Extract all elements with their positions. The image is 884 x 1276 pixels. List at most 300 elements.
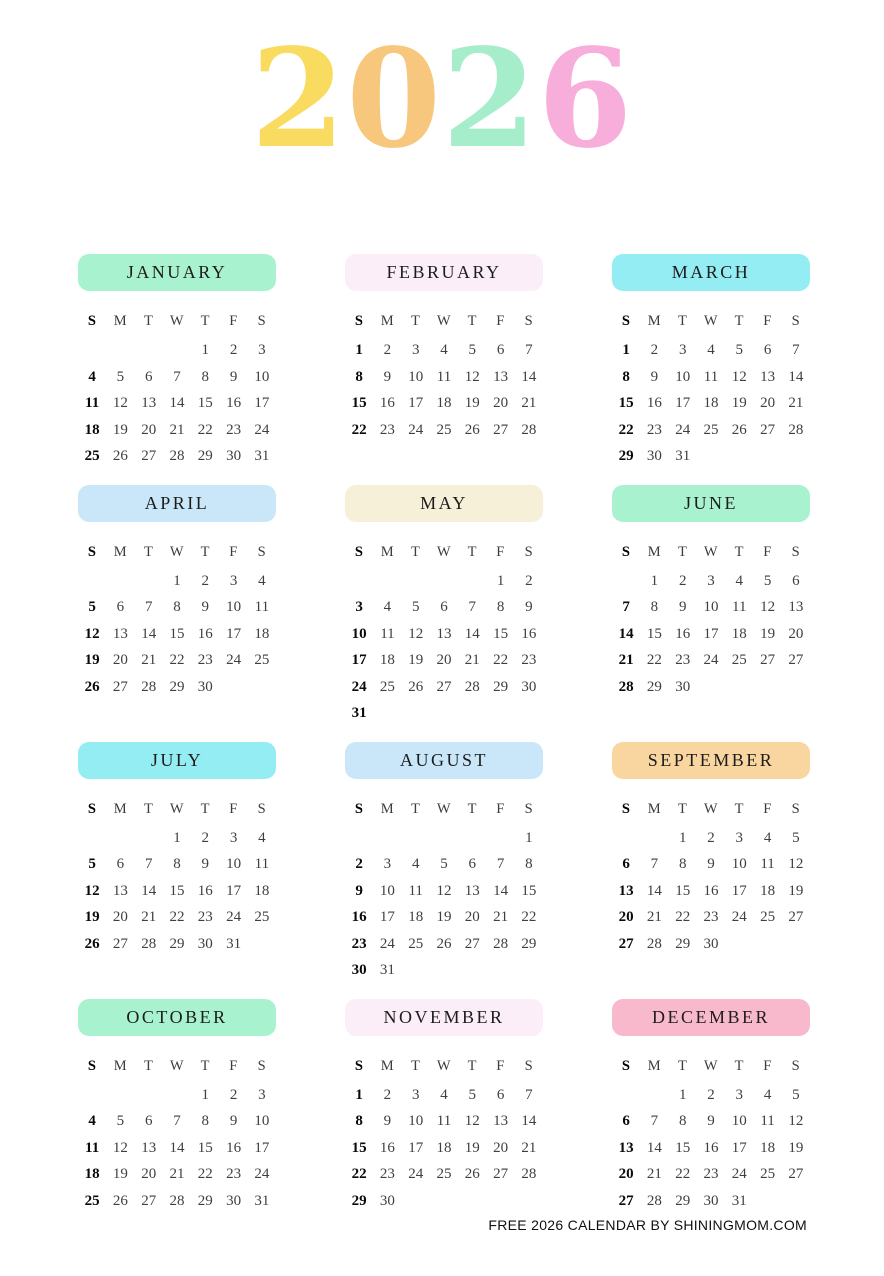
weekday-label: W (703, 800, 719, 817)
day-cell: 30 (197, 678, 213, 695)
day-cell: 9 (229, 1113, 238, 1129)
weekday-label: W (703, 1057, 719, 1074)
day-cell: 2 (201, 572, 210, 589)
empty-day-cell (402, 957, 430, 984)
empty-day-cell (78, 337, 106, 364)
day-cell: 2 (383, 1086, 392, 1103)
day-cell: 11 (703, 368, 719, 385)
day-cell: 2 (355, 856, 363, 872)
day-cell: 26 (436, 935, 452, 952)
day-cell: 23 (226, 1166, 242, 1182)
day-cell: 17 (254, 395, 270, 411)
empty-day-cell (458, 825, 486, 852)
month-name: FEBRUARY (386, 262, 502, 282)
month-card (345, 485, 543, 727)
weekday-label: W (703, 543, 719, 560)
day-cell: 9 (383, 1113, 392, 1129)
day-cell: 12 (464, 368, 480, 385)
day-cell: 27 (760, 421, 776, 438)
day-cell: 25 (379, 678, 395, 695)
day-cell: 4 (258, 829, 266, 846)
day-cell: 31 (226, 935, 242, 952)
day-cell: 13 (618, 1139, 634, 1156)
weekday-label: S (791, 1057, 801, 1074)
month-name: SEPTEMBER (647, 749, 775, 770)
day-cell: 21 (493, 909, 509, 925)
weekday-label: M (380, 313, 395, 329)
day-cell: 15 (351, 395, 367, 411)
day-cell: 18 (408, 909, 424, 925)
day-cell: 2 (707, 1086, 715, 1103)
day-cell: 12 (464, 1113, 480, 1129)
weekday-row (78, 1055, 276, 1082)
day-cell: 18 (84, 421, 100, 438)
day-cell: 17 (226, 625, 242, 642)
empty-day-cell (402, 568, 430, 595)
day-cell: 13 (618, 882, 634, 899)
day-cell: 30 (226, 448, 242, 464)
day-grid (345, 825, 543, 984)
day-cell: 1 (201, 1086, 210, 1103)
day-cell: 12 (436, 882, 452, 899)
day-cell: 11 (85, 395, 100, 411)
empty-day-cell (402, 1188, 430, 1215)
weekday-label: T (411, 543, 421, 560)
empty-day-cell (697, 674, 725, 701)
empty-day-cell (458, 1188, 486, 1215)
day-cell: 26 (112, 448, 128, 464)
day-cell: 4 (88, 368, 96, 385)
day-cell: 28 (788, 421, 804, 438)
day-cell: 26 (464, 421, 480, 438)
day-cell: 16 (521, 625, 537, 642)
day-cell: 2 (229, 1086, 238, 1103)
weekday-label: M (647, 800, 662, 817)
day-cell: 17 (675, 395, 691, 411)
day-cell: 29 (197, 448, 213, 464)
month-name: NOVEMBER (383, 1006, 505, 1027)
day-cell: 7 (173, 368, 181, 385)
day-cell: 24 (408, 421, 424, 438)
day-cell: 25 (84, 1192, 100, 1209)
weekday-row (612, 310, 810, 337)
weekday-row (345, 1055, 543, 1082)
month-header (78, 254, 276, 291)
day-cell: 8 (622, 368, 630, 385)
day-cell: 18 (703, 395, 719, 411)
weekday-label: S (524, 800, 534, 817)
day-cell: 2 (650, 342, 659, 358)
day-cell: 22 (618, 421, 634, 438)
day-cell: 5 (468, 342, 477, 358)
day-cell: 25 (760, 1166, 776, 1182)
empty-day-cell (430, 957, 458, 984)
empty-day-cell (163, 337, 191, 364)
day-cell: 7 (173, 1113, 181, 1129)
day-cell: 14 (493, 882, 509, 899)
day-cell: 8 (678, 1113, 687, 1129)
day-cell: 9 (355, 882, 363, 899)
day-cell: 7 (622, 599, 630, 615)
day-cell: 23 (646, 421, 662, 438)
day-cell: 14 (169, 395, 185, 411)
weekday-label: T (467, 313, 477, 329)
day-cell: 12 (731, 368, 747, 385)
day-cell: 18 (436, 1139, 452, 1156)
day-cell: 11 (254, 599, 270, 615)
weekday-label: T (411, 1057, 421, 1074)
day-grid (78, 825, 276, 958)
day-cell: 7 (496, 856, 505, 872)
month-card (78, 485, 276, 701)
day-cell: 9 (201, 856, 210, 872)
day-cell: 11 (85, 1139, 100, 1156)
day-cell: 30 (197, 935, 213, 952)
weekday-label: W (436, 1057, 452, 1074)
month-card (78, 742, 276, 958)
empty-day-cell (515, 700, 543, 727)
weekday-label: F (496, 1057, 505, 1074)
day-grid (612, 825, 810, 958)
weekday-label: S (791, 313, 801, 329)
weekday-label: S (354, 800, 364, 817)
day-cell: 24 (379, 935, 395, 952)
weekday-label: S (257, 800, 267, 817)
day-cell: 19 (84, 909, 100, 925)
empty-day-cell (782, 443, 810, 470)
day-cell: 4 (383, 599, 392, 615)
weekday-label: T (144, 543, 154, 560)
empty-day-cell (640, 825, 668, 852)
day-cell: 21 (464, 652, 480, 668)
year-digit: 0 (346, 19, 442, 179)
day-cell: 1 (525, 829, 533, 846)
month-card (612, 485, 810, 701)
empty-day-cell (430, 568, 458, 595)
day-cell: 4 (440, 342, 448, 358)
weekday-label: S (257, 313, 267, 329)
weekday-label: F (763, 800, 772, 817)
weekday-label: T (200, 313, 210, 329)
empty-day-cell (345, 825, 373, 852)
footer-credit: FREE 2026 CALENDAR BY SHININGMOM.COM (488, 1217, 807, 1233)
empty-day-cell (753, 1188, 781, 1215)
day-cell: 24 (254, 1166, 270, 1182)
day-grid (612, 337, 810, 470)
weekday-label: S (257, 543, 267, 560)
weekday-label: M (380, 1057, 395, 1074)
day-cell: 2 (707, 829, 715, 846)
weekday-label: S (354, 313, 364, 329)
day-cell: 14 (788, 368, 804, 385)
month-card (612, 742, 810, 958)
empty-day-cell (430, 825, 458, 852)
weekday-row (345, 541, 543, 568)
day-cell: 17 (254, 1139, 270, 1156)
day-cell: 28 (141, 678, 157, 695)
day-cell: 20 (464, 909, 480, 925)
day-cell: 5 (88, 856, 96, 872)
day-cell: 1 (650, 572, 659, 589)
day-cell: 24 (226, 909, 242, 925)
day-cell: 17 (408, 1139, 424, 1156)
day-cell: 13 (436, 625, 452, 642)
day-cell: 28 (464, 678, 480, 695)
empty-day-cell (219, 674, 247, 701)
day-cell: 9 (650, 368, 659, 385)
day-cell: 26 (731, 421, 747, 438)
empty-day-cell (725, 674, 753, 701)
day-cell: 6 (144, 1113, 153, 1129)
weekday-label: M (647, 543, 662, 560)
day-grid (78, 1082, 276, 1215)
weekday-label: T (678, 800, 688, 817)
day-cell: 13 (112, 882, 128, 899)
weekday-label: F (763, 1057, 772, 1074)
weekday-label: M (113, 1057, 128, 1074)
day-cell: 27 (141, 1192, 157, 1209)
day-cell: 4 (763, 1086, 772, 1103)
weekday-label: T (734, 543, 744, 560)
day-cell: 4 (258, 572, 266, 589)
day-cell: 1 (355, 342, 363, 358)
day-cell: 16 (197, 625, 213, 642)
weekday-row (345, 798, 543, 825)
day-cell: 3 (229, 829, 238, 846)
day-cell: 28 (521, 1166, 537, 1182)
day-cell: 16 (675, 625, 691, 642)
weekday-label: S (621, 313, 631, 329)
day-cell: 27 (436, 678, 452, 695)
day-cell: 3 (258, 342, 266, 358)
weekday-label: S (87, 543, 97, 560)
day-cell: 12 (84, 625, 100, 642)
month-header (612, 485, 810, 522)
day-cell: 12 (760, 599, 776, 615)
weekday-label: M (647, 313, 662, 329)
day-cell: 11 (408, 882, 423, 899)
month-card (345, 999, 543, 1215)
month-card (345, 742, 543, 984)
day-cell: 23 (379, 421, 395, 438)
day-cell: 1 (173, 572, 181, 589)
month-name: JUNE (684, 492, 738, 513)
day-cell: 30 (521, 678, 537, 695)
day-cell: 22 (169, 909, 185, 925)
empty-day-cell (515, 1188, 543, 1215)
day-cell: 19 (788, 882, 804, 899)
weekday-label: M (380, 543, 395, 560)
day-cell: 21 (646, 1166, 662, 1182)
weekday-label: S (791, 543, 801, 560)
month-name: AUGUST (399, 749, 488, 770)
day-cell: 6 (440, 599, 448, 615)
day-cell: 21 (646, 909, 662, 925)
empty-day-cell (782, 1188, 810, 1215)
day-cell: 24 (731, 1166, 747, 1182)
weekday-row (78, 798, 276, 825)
day-cell: 16 (226, 395, 242, 411)
day-cell: 24 (351, 678, 367, 695)
day-cell: 5 (88, 599, 96, 615)
day-cell: 5 (116, 1113, 125, 1129)
day-cell: 10 (408, 368, 424, 385)
empty-day-cell (106, 568, 134, 595)
empty-day-cell (486, 957, 514, 984)
day-cell: 17 (351, 652, 367, 668)
day-cell: 25 (731, 652, 747, 668)
weekday-label: T (411, 800, 421, 817)
day-cell: 5 (792, 1086, 800, 1103)
day-cell: 6 (496, 1086, 505, 1103)
day-cell: 24 (226, 652, 242, 668)
day-cell: 13 (112, 625, 128, 642)
empty-day-cell (402, 825, 430, 852)
day-cell: 29 (618, 448, 634, 464)
day-cell: 12 (112, 1139, 128, 1156)
empty-day-cell (78, 1082, 106, 1109)
day-cell: 9 (707, 1113, 715, 1129)
weekday-label: M (113, 543, 128, 560)
empty-day-cell (753, 674, 781, 701)
day-cell: 1 (355, 1086, 363, 1103)
day-cell: 9 (707, 856, 715, 872)
year-digit: 6 (537, 19, 634, 179)
weekday-label: S (621, 800, 631, 817)
weekday-label: S (621, 1057, 631, 1074)
day-cell: 15 (618, 395, 634, 411)
weekday-label: T (734, 1057, 744, 1074)
day-cell: 9 (229, 368, 238, 385)
day-cell: 28 (169, 1192, 185, 1209)
day-cell: 18 (254, 882, 270, 899)
day-cell: 19 (408, 652, 424, 668)
day-cell: 13 (493, 1113, 509, 1129)
day-cell: 17 (731, 1139, 747, 1156)
day-cell: 1 (496, 572, 505, 589)
day-cell: 19 (464, 1139, 480, 1156)
day-cell: 31 (675, 448, 691, 464)
day-cell: 31 (254, 1192, 270, 1209)
empty-day-cell (753, 931, 781, 958)
day-cell: 3 (355, 599, 363, 615)
day-cell: 27 (618, 1192, 634, 1209)
day-cell: 22 (493, 652, 509, 668)
day-cell: 13 (493, 368, 509, 385)
day-cell: 2 (383, 342, 392, 358)
weekday-label: S (621, 543, 631, 560)
weekday-label: T (678, 1057, 688, 1074)
day-cell: 21 (521, 395, 537, 411)
day-cell: 20 (788, 625, 804, 642)
day-cell: 29 (169, 935, 185, 952)
day-cell: 20 (141, 1166, 157, 1182)
weekday-label: T (734, 313, 744, 329)
day-cell: 3 (707, 572, 715, 589)
calendar-page (0, 19, 884, 1233)
weekday-label: W (169, 800, 185, 817)
day-cell: 10 (703, 599, 719, 615)
day-cell: 20 (618, 1166, 634, 1182)
day-cell: 23 (521, 652, 537, 668)
day-cell: 14 (464, 625, 480, 642)
empty-day-cell (78, 825, 106, 852)
empty-day-cell (78, 568, 106, 595)
empty-day-cell (458, 957, 486, 984)
day-cell: 26 (112, 1192, 128, 1209)
day-cell: 12 (788, 856, 804, 872)
day-cell: 14 (521, 1113, 537, 1129)
day-cell: 13 (141, 395, 157, 411)
empty-day-cell (106, 825, 134, 852)
day-cell: 24 (731, 909, 747, 925)
day-cell: 8 (201, 1113, 210, 1129)
day-cell: 15 (646, 625, 662, 642)
weekday-label: W (169, 543, 185, 560)
empty-day-cell (458, 700, 486, 727)
empty-day-cell (612, 568, 640, 595)
weekday-label: F (229, 800, 238, 817)
day-cell: 2 (229, 342, 238, 358)
day-grid (345, 1082, 543, 1215)
day-cell: 27 (141, 448, 157, 464)
day-cell: 20 (760, 395, 776, 411)
weekday-label: S (524, 313, 534, 329)
month-header (345, 254, 543, 291)
day-cell: 16 (379, 1139, 395, 1156)
day-cell: 25 (84, 448, 100, 464)
weekday-label: T (734, 800, 744, 817)
day-cell: 29 (675, 935, 691, 952)
day-cell: 5 (468, 1086, 477, 1103)
day-cell: 15 (169, 625, 185, 642)
weekday-label: W (436, 800, 452, 817)
day-cell: 16 (226, 1139, 242, 1156)
day-cell: 24 (703, 652, 719, 668)
day-cell: 28 (521, 421, 537, 438)
day-cell: 15 (197, 1139, 213, 1156)
day-cell: 17 (226, 882, 242, 899)
year-digit: 2 (250, 19, 347, 179)
empty-day-cell (106, 337, 134, 364)
day-cell: 28 (646, 935, 662, 952)
month-name: DECEMBER (651, 1006, 770, 1027)
day-cell: 3 (411, 1086, 420, 1103)
weekday-label: M (113, 313, 128, 329)
day-cell: 18 (760, 1139, 776, 1156)
day-cell: 7 (525, 1086, 533, 1103)
day-cell: 26 (464, 1166, 480, 1182)
empty-day-cell (486, 1188, 514, 1215)
weekday-label: T (678, 313, 688, 329)
month-card (345, 254, 543, 443)
empty-day-cell (163, 1082, 191, 1109)
day-cell: 18 (379, 652, 395, 668)
day-cell: 14 (169, 1139, 185, 1156)
day-cell: 23 (197, 652, 213, 668)
day-grid (612, 1082, 810, 1215)
day-cell: 27 (618, 935, 634, 952)
day-cell: 18 (731, 625, 747, 642)
month-name: OCTOBER (126, 1006, 228, 1027)
day-cell: 8 (173, 856, 181, 872)
weekday-label: T (467, 1057, 477, 1074)
empty-day-cell (135, 825, 163, 852)
empty-day-cell (135, 568, 163, 595)
day-cell: 10 (351, 625, 367, 642)
day-cell: 25 (760, 909, 776, 925)
day-cell: 22 (351, 421, 367, 438)
